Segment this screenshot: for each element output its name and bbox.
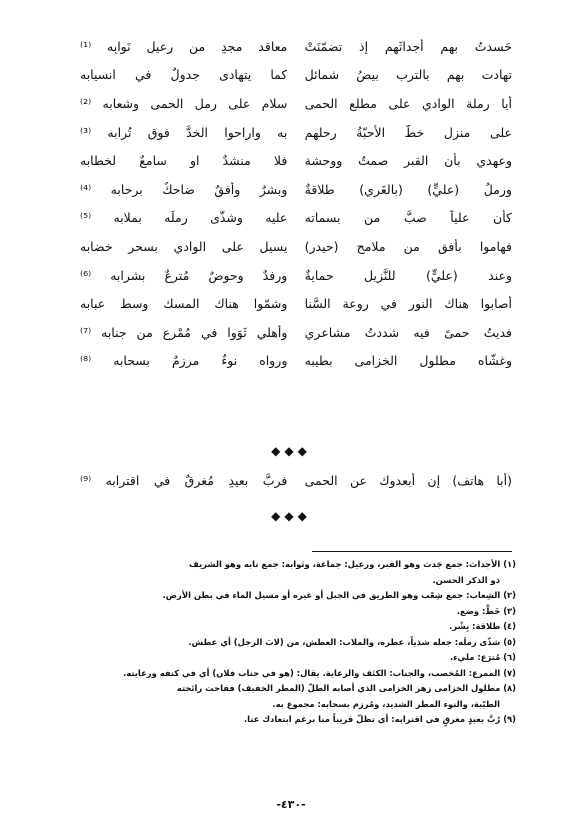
section-separator-ornament: ◆◆◆ xyxy=(271,509,311,523)
footnote: (٩) رُبَّ بعيدٍ مغرقٍ في اقترابه: أي تظلّ قريباً منا برغم ابتعادك عنا. xyxy=(244,714,516,724)
verse-first-hemistich: (أبا هاتف) إن أبعدوك عن الحمى xyxy=(304,472,512,488)
verse-second-hemistich: عليه وشذَّى رملَه بملابه ⁽⁵⁾ xyxy=(80,210,288,226)
footnote: (٨) مطلول الخزامى زهر الخزامى الذي أصابه الطلّ (المطر الخفيف) ففاحت رائحته xyxy=(176,683,516,693)
verse-first-hemistich: تهادت بهم بالترب بيضُ شمائلٍ xyxy=(304,67,512,83)
verse xyxy=(80,175,512,204)
footnote-divider xyxy=(312,551,512,552)
footnote: (٢) الشِعاب: جمع شِعْب وهو الطريق في الجبل أو غيره أو مسيل الماء في بطن الأرض. xyxy=(162,590,516,600)
footnotes xyxy=(86,557,516,728)
footnote: (١) الأجداث: جمع جَدث وهو القبر، ورعيل: جماعة، ونَوابه: جمع نابه وهو الشريف xyxy=(189,559,516,569)
footnote: (٧) الممرع: المُخصب، والجناب: الكنَف والرعاية. يقال: (هو في جناب فلان) أي في كنفه ورعايته. xyxy=(123,667,516,678)
verse xyxy=(80,118,512,147)
verse-first-hemistich: وعهدي بأن القبر صمتٌ ووحشة xyxy=(304,153,512,169)
verse-second-hemistich: ورواه نوءٌ مرزمٌ بسحابه ⁽⁸⁾ xyxy=(80,353,288,369)
verse-first-hemistich: أيا رملة الوادي على مطلع الحمى xyxy=(304,95,512,111)
verse-first-hemistich: ورملُ (عليٍّ) (بالغَري) طلاقةٌ xyxy=(304,181,512,197)
verse-second-hemistich: سلام على رمل الحمى وشعابه ⁽²⁾ xyxy=(80,95,288,111)
verse xyxy=(80,289,512,318)
verse xyxy=(80,232,512,261)
verse xyxy=(80,204,512,233)
verse-second-hemistich: معاقد مجدٍ من رعيلٍ نَوابِه ⁽¹⁾ xyxy=(80,38,288,54)
verse-second-hemistich: به واراحوا الخدَّ فوق تُرابه ⁽³⁾ xyxy=(80,124,288,140)
section-separator-ornament: ◆◆◆ xyxy=(271,444,311,458)
verse xyxy=(80,347,512,376)
verse-first-hemistich: فهاموا بأفقٍ من ملامح (حيدر) xyxy=(304,238,512,254)
verse-second-hemistich: يسيل على الوادي بسحر خضابه xyxy=(80,238,288,254)
verse xyxy=(80,89,512,118)
verse-first-hemistich: فديتُ حمىً فيه شددتُ مشاعري xyxy=(304,324,512,340)
verse-second-hemistich: فربَّ بعيدٍ مُغرقٌ في اقترابه ⁽⁹⁾ xyxy=(80,472,288,488)
footnote-continuation: ذو الذكر الحسن. xyxy=(432,574,500,585)
closing-verse xyxy=(80,466,512,495)
footnote: (٣) خَطَّ: وضع. xyxy=(456,605,516,616)
verse-first-hemistich: حَسدتُ بهم أجداثَهم إذ تضمّنَتْ xyxy=(304,38,512,54)
verse-second-hemistich: وبشرٌ وأُفقٌ ضاحكٌ برحابه ⁽⁴⁾ xyxy=(80,181,288,197)
verse xyxy=(80,32,512,61)
verse-second-hemistich: كما يتهادى جدولٌ في انسيابه xyxy=(80,67,288,83)
page-number: -٤٣٠- xyxy=(276,798,306,811)
verse xyxy=(80,318,512,347)
verse-first-hemistich: كأن علياً صبَّ من بسماته xyxy=(304,210,512,226)
footnote: (٤) طلاقة: بِشْر. xyxy=(449,621,516,631)
verse-second-hemistich: وأهلي ثَوَوا في مُمْرعٍ من جنابه ⁽⁷⁾ xyxy=(80,324,288,340)
verse xyxy=(80,61,512,90)
verse xyxy=(80,146,512,175)
verse xyxy=(80,261,512,290)
verse-first-hemistich: أصابوا هناك النور في روعة السَّنا xyxy=(304,296,512,312)
footnote-continuation: الطيّبة، والنوء المطر الشديد، ومُرزم بسحابه: مجموع به. xyxy=(272,698,500,709)
verse-first-hemistich: وغشّاه مطلول الخزامى بطيبه xyxy=(304,353,512,369)
footnote: (٦) مُترَع: مليء. xyxy=(449,652,516,662)
verse-second-hemistich: فلا منشدٌ او سامعٌ لخطابه xyxy=(80,153,288,169)
verse-first-hemistich: وعند (عليٍّ) للنَّزيل حمايةٌ xyxy=(304,267,512,283)
verse-second-hemistich: وشمّوا هناك المسك وسط عبابه xyxy=(80,296,288,312)
verse-second-hemistich: ورفدٌ وحوضٌ مُترعٌ بشرابه ⁽⁶⁾ xyxy=(80,267,288,283)
verse xyxy=(80,466,512,495)
poem xyxy=(80,32,512,375)
verse-first-hemistich: على منزل خطَّ الأحبّةُ رحلهم xyxy=(304,124,512,140)
footnote: (٥) شذّى رملَه: جعله شذياً، عطره، والملاب: العطش، من (لابَ الرجل) أي عطش. xyxy=(188,636,516,647)
